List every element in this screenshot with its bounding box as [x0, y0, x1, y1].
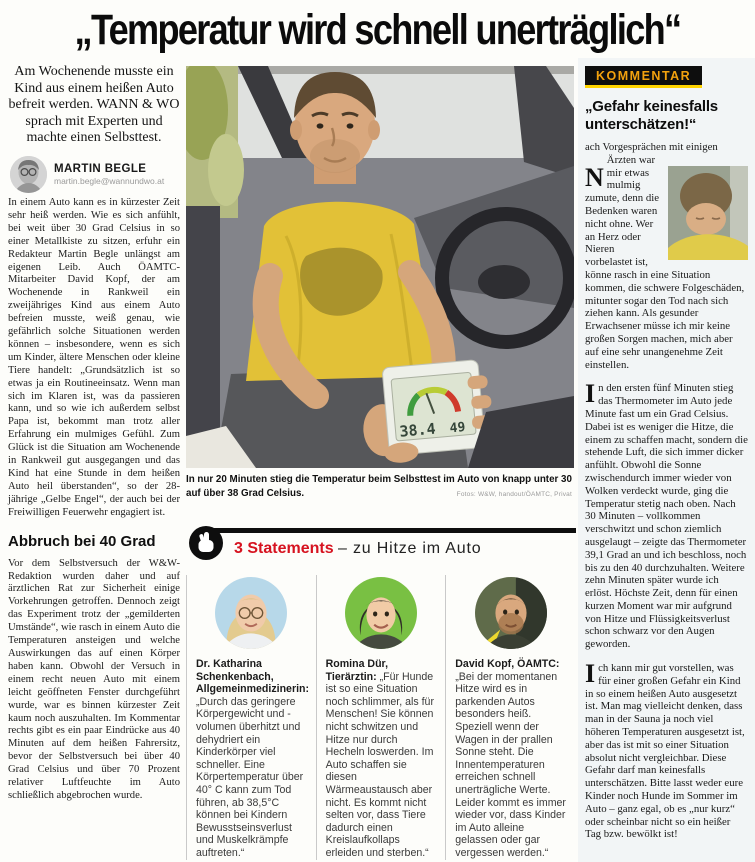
statement-name: Romina Dür, Tierärztin:	[325, 658, 389, 683]
article-subhead: Abbruch bei 40 Grad	[8, 532, 156, 550]
dropcap: I	[585, 379, 596, 409]
statement-card	[187, 575, 317, 860]
thermometer-temperature-value: 38.4	[398, 419, 437, 441]
statements-section	[186, 527, 576, 860]
statement-text: Romina Dür, Tierärztin: „Für Hunde ist so eine Situation noch schlimmer, als für Menschen! Sie können nicht schwitzen und Hitze nur durch Hecheln loswerden. Im Auto schaffen sie diesen Wärmeaustausch aber nicht. Es kommt nicht selten vor, dass Tiere dadurch einen Kreislaufkollaps erleiden und sterben.“	[325, 658, 434, 859]
dropcap: N	[585, 163, 604, 192]
dropcap: I	[585, 659, 596, 689]
byline	[10, 156, 180, 193]
statements-title	[234, 540, 481, 558]
article-body	[8, 197, 180, 803]
byline-text	[54, 163, 164, 186]
left-column	[8, 64, 180, 813]
photo-credit: Fotos: W&W, handout/ÖAMTC, Privat	[456, 491, 572, 498]
kommentar-column	[578, 58, 755, 862]
photo-caption: In nur 20 Minuten stieg die Temperatur beim Selbsttest im Auto von knapp unter 30 auf über 38 Grad Celsius. Fotos: W&W, handout/ÖAMTC, Privat	[186, 473, 574, 500]
article-headline: „Temperatur wird schnell unerträglich“	[74, 5, 681, 54]
portrait-duer	[345, 577, 417, 649]
statement-name: David Kopf, ÖAMTC:	[455, 658, 560, 670]
thermometer-humidity-value: 49	[449, 419, 466, 437]
author-portrait-graphic	[10, 156, 47, 193]
kommentar-badge: KOMMENTAR	[585, 66, 702, 88]
car-selftest-photo-graphic	[186, 66, 574, 468]
author-avatar	[10, 156, 47, 193]
statement-text: David Kopf, ÖAMTC: „Bei der momentanen Hitze wird es in parkenden Autos besonders heiß. Speziell wenn der Wagen in der prallen Sonne steht. Die Innentemperaturen erreichen schnell unerträgliche Werte. Leider kommt es immer wieder vor, dass Kinder im Auto alleine gelassen oder gar vergessen werden.“	[455, 658, 566, 859]
pointing-hand-icon	[188, 525, 224, 561]
statement-text: Dr. Katharina Schenkenbach, Allgemeinmedizinerin: „Durch das geringere Körpergewicht und -volumen überhitzt und dehydriert ein Kinderkörper viel schneller. Eine Körpertemperatur über 40° C kann zum Tod führen, ab 38,5°C können bei Kindern Bewusstseinsverlust und Muskelkrämpfe auftreten.“	[196, 658, 310, 859]
statement-name: Dr. Katharina Schenkenbach, Allgemeinmedizinerin:	[196, 658, 310, 696]
kommentar-photo	[668, 166, 748, 260]
statements-columns	[186, 575, 576, 860]
article-paragraph: In einem Auto kann es in kürzester Zeit sehr heiß werden. Wie es sich anfühlt, bei weit über 30 Grad Celsius in so einer Metallkiste zu sitzen, erfuhr ein Redakteur Martin Begle unlängst am eigenen Leib. Auch ÖAMTC-Mitarbeiter David Kopf, der am Wochenende in Rankweil ein zweijähriges Kind aus einem Auto befreien musste, weiß genau, wie gefährlich solche Situationen werden können – insbesondere, wenn es sich um Kinder, ältere Menschen oder kleine Tiere handelt: „Grundsätzlich ist so etwas ja ein Routineeinsatz. Wenn man sich im Klaren ist, was da passieren kann, und so wie ich außerdem selbst Papa ist, bekommt man trotz aller Erfahrung ein mulmiges Gefühl. Zum Glück ist die Situation am Wochenende in Rankweil gut ausgegangen und das Kind hat eine Stunde in dem heißen Auto heil überstanden“, so der 28-jährige „Gelbe Engel“, der auch bei der Freiwilligen Feuerwehr engagiert ist.	[8, 196, 180, 518]
statement-card	[446, 575, 576, 860]
kommentar-paragraph: Ich kann mir gut vorstellen, was für einer großen Gefahr ein Kind in so einem heißen Auto ausgesetzt ist. Man mag vielleicht denken, dass man in der Sauna ja noch viel höheren Temperaturen ausgesetzt ist, aber das ist mit so einer Situation absolut nicht vergleichbar. Diese Gefahr darf man keinesfalls unterschätzen. Bitte lasst weder eure Kinder noch Hunde im Sommer im Auto – ganz egal, ob es „nur kurz“ oder scheinbar nicht so ein heißer Tag bzw. bewölkt ist!	[585, 659, 745, 841]
portrait-schenkenbach	[215, 577, 287, 649]
portrait-kopf	[475, 577, 547, 649]
statements-title-rest: – zu Hitze im Auto	[338, 540, 482, 557]
header-rule	[214, 528, 576, 533]
article-paragraph: Vor dem Selbstversuch der W&W-Redaktion wurden daher und auf ärztlichen Rat zur Sicherheit einige Vorkehrungen getroffen. Dennoch zeigt das Experiment trotz der „gemilderten Umstände“, wie rasch in einem Auto die Temperaturen ansteigen und welche Auswirkungen das auf einen Körper haben kann. Obwohl der Versuch in einem recht neuen Auto mit einem leicht geöffneten Fenster durchgeführt wurde, war es binnen kürzester Zeit kaum noch auszuhalten. Im Kommentar rechts gibt es ein paar Eindrücke aus 40 Minuten auf dem heißen Fahrersitz, bevor der Selbstversuch bei über 40 Grad Celsius und über 70 Prozent relativer Luftfeuchte im Auto schließlich abgebrochen wurde.	[8, 557, 180, 801]
statements-header	[186, 527, 576, 567]
kommentar-headline: „Gefahr keinesfalls unterschätzen!“	[585, 98, 718, 133]
kommentar-body	[585, 141, 748, 841]
kommentar-paragraph: In den ersten fünf Minuten stieg das Thermometer im Auto jede Minute fast um ein Grad Celsius. Dabei ist es weniger die Hitze, die einem zu schaffen macht, sondern die stehende Luft, die sich immer dicker anfühlt. Obwohl die Sonne zwischendurch immer wieder von Wolken verdeckt wurde, ging die Temperatur stetig nach oben. Nach 30 Minuten – vollkommen verschwitzt und schon ziemlich ausgelaugt – zeigte das Thermometer 39,1 Grad an und ich beschloss, noch bis zu den 40 durchzuhalten. Weitere zehn Minuten später wurde ich erlöst. Höchste Zeit, denn für einen kurzen Moment war mir aufgrund von Hitze und Flüssigkeitsverlust schon schwarz vor den Augen geworden.	[585, 379, 748, 651]
statement-card	[317, 575, 447, 860]
article-standfirst: Am Wochenende musste ein Kind aus einem heißen Auto befreit werden. WANN & WO sprach mit Experten und machte einen Selbsttest.	[8, 64, 180, 146]
author-name: MARTIN BEGLE	[54, 162, 147, 175]
statements-title-highlight: 3 Statements	[234, 540, 334, 557]
main-photo	[186, 66, 574, 468]
kommentar-paragraph: N ach Vorgesprächen mit einigen Ärzten war mir etwas mulmig zumute, denn die Bedenken waren nicht ohne. Wer an Herz oder Nieren vorbelastet ist, könne rasch in eine Situation kommen, die schwere Folgeschäden, mitunter sogar den Tod nach sich ziehen kann. Als gesunder Erwachsener müsse ich mir keine großen Sorgen machen, mich aber auf eine sehr unangenehme Zeit einstellen.	[585, 141, 748, 371]
author-email: martin.begle@wannundwo.at	[54, 175, 165, 186]
